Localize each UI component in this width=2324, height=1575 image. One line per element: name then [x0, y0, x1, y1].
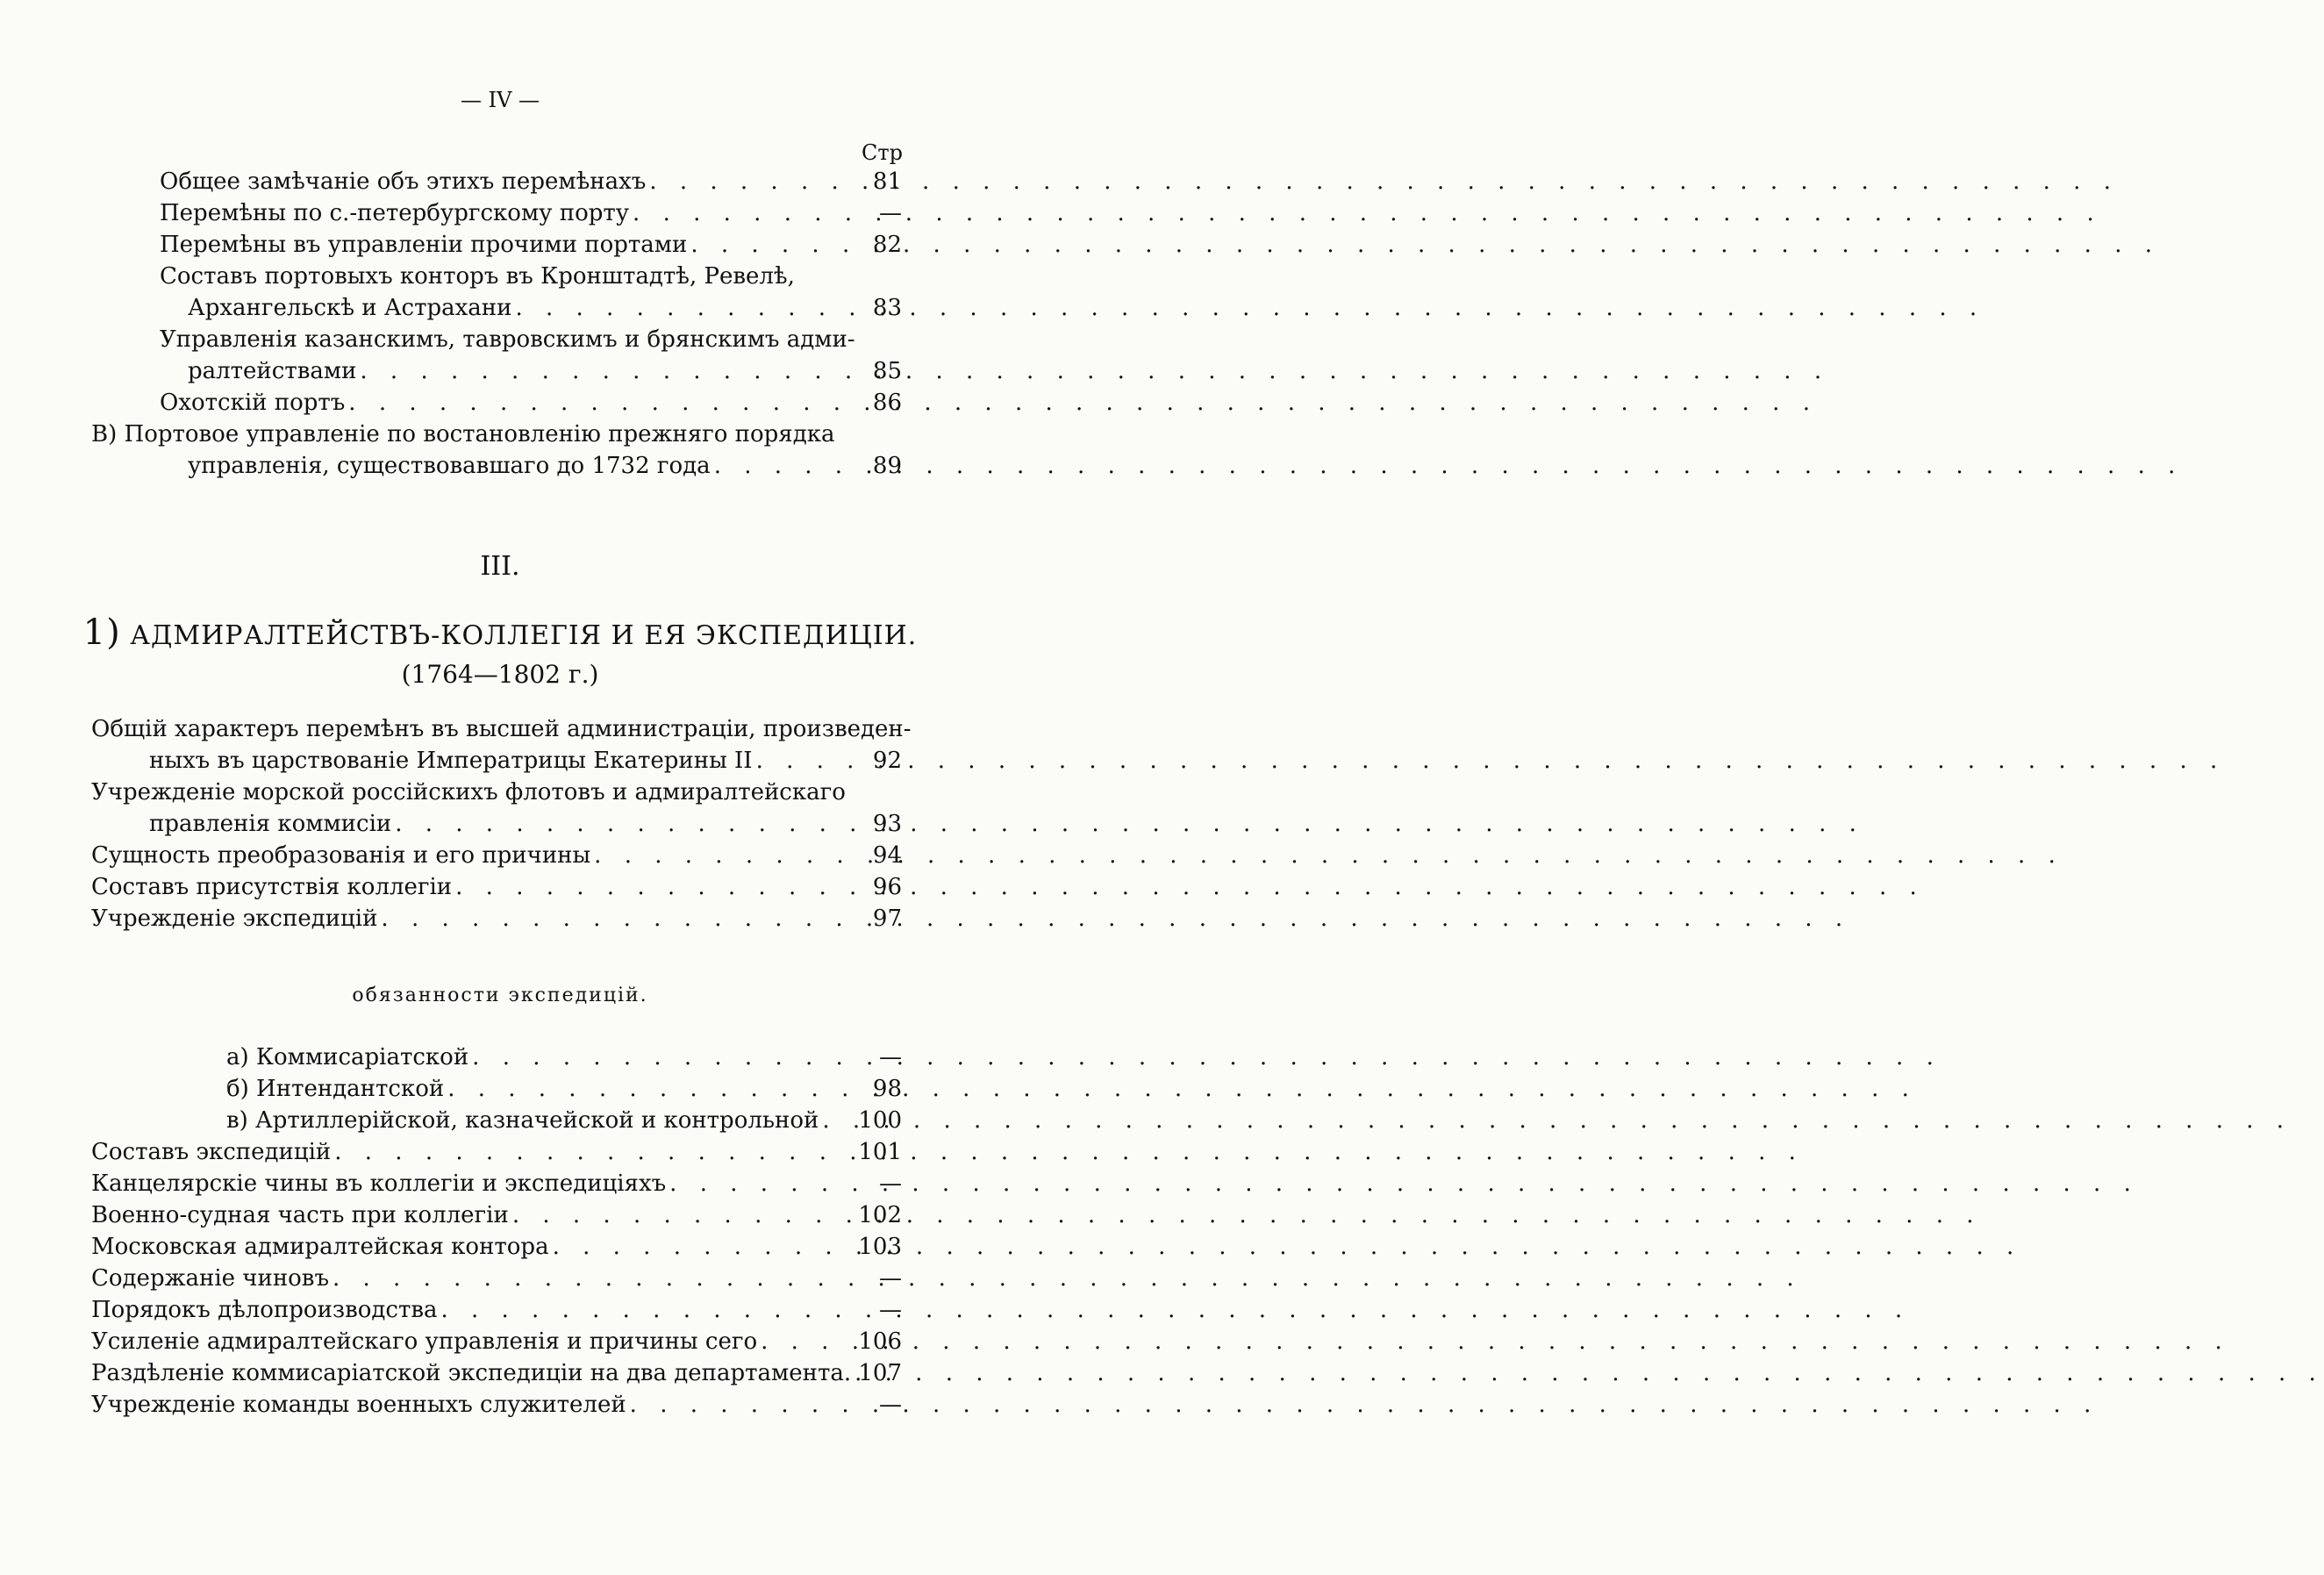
toc-page-number: —	[879, 1171, 902, 1197]
page-number: — IV —	[460, 88, 540, 112]
toc-entry: Военно-судная часть при коллегіи . . .	[91, 1200, 835, 1230]
toc-page-number: 102	[858, 1202, 902, 1228]
toc-entry: а) Коммисаріатской . . .	[226, 1042, 835, 1072]
toc-entry: Учрежденіе экспедицій . . .	[91, 904, 835, 934]
toc-entry: Канцелярскіе чины въ коллегіи и экспедиціяхъ . . .	[91, 1169, 835, 1199]
toc-page-number: 100	[858, 1107, 902, 1134]
toc-entry: Архангельскѣ и Астрахани . . .	[188, 293, 835, 323]
toc-entry: Содержаніе чиновъ . . .	[91, 1264, 835, 1293]
toc-page-number: 89	[872, 453, 902, 479]
toc-page-number: 107	[858, 1360, 902, 1386]
section-years: (1764—1802 г.)	[401, 660, 599, 689]
toc-page-number: 106	[858, 1328, 902, 1355]
toc-entry: Составъ экспедицій . . .	[91, 1137, 835, 1167]
toc-entry: Охотскій портъ . . .	[160, 388, 835, 418]
toc-entry-line: Управленія казанскимъ, тавровскимъ и брянскимъ адми-	[160, 326, 855, 353]
toc-page-number: 82	[872, 232, 902, 258]
toc-entry: Перемѣны по с.-петербургскому порту . . .	[160, 198, 835, 228]
section-title-text: АДМИРАЛТЕЙСТВЪ-КОЛЛЕГІЯ И ЕЯ ЭКСПЕДИЦІИ.	[130, 620, 918, 651]
toc-page-number: —	[879, 1297, 902, 1323]
toc-entry: Московская адмиралтейская контора . . .	[91, 1232, 835, 1262]
toc-entry: ралтействами . . .	[188, 356, 835, 386]
toc-entry-line: Учрежденіе морской россійскихъ флотовъ и адмиралтейскаго	[91, 779, 846, 805]
section-title	[0, 612, 1000, 653]
section-roman-numeral: III.	[480, 551, 520, 582]
page-column-header: Стр	[862, 140, 904, 165]
toc-page-number: —	[879, 1265, 902, 1292]
toc-page-number: 101	[858, 1139, 902, 1165]
toc-entry-line: В) Портовое управленіе по востановленію прежняго порядка	[91, 421, 835, 447]
toc-entry: в) Артиллерійской, казначейской и контрольной . . .	[226, 1106, 835, 1135]
toc-page-number: —	[879, 1044, 902, 1070]
toc-entry: Перемѣны въ управленіи прочими портами . . .	[160, 230, 835, 260]
toc-page-number: 103	[858, 1234, 902, 1260]
toc-entry: правленія коммисіи . . .	[149, 809, 835, 839]
toc-page-number: —	[879, 1392, 902, 1418]
toc-page-number: 86	[872, 390, 902, 416]
toc-page-number: 92	[872, 748, 902, 774]
toc-entry: Сущность преобразованія и его причины . . .	[91, 841, 835, 870]
toc-page-number: 85	[872, 358, 902, 384]
toc-page-number: 97	[872, 906, 902, 932]
toc-page-number: 94	[872, 842, 902, 869]
toc-page-number: —	[879, 200, 902, 226]
toc-entry: Общее замѣчаніе объ этихъ перемѣнахъ . . .	[160, 167, 835, 197]
section-title-number: 1)	[82, 612, 121, 653]
toc-entry: Раздѣленіе коммисаріатской экспедиціи на два департамента. . . .	[91, 1358, 835, 1388]
toc-page-number: 83	[872, 295, 902, 321]
toc-entry: Учрежденіе команды военныхъ служителей . . .	[91, 1390, 835, 1420]
toc-page-number: 96	[872, 874, 902, 900]
subheading: обязанности экспедицій.	[352, 984, 648, 1006]
toc-page-number: 98	[872, 1076, 902, 1102]
toc-entry: Порядокъ дѣлопроизводства . . .	[91, 1295, 835, 1325]
toc-entry: Усиленіе адмиралтейскаго управленія и причины сего . . .	[91, 1327, 835, 1357]
toc-page-number: 81	[872, 168, 902, 195]
toc-entry-line: Составъ портовыхъ конторъ въ Кронштадтѣ, Ревелѣ,	[160, 263, 795, 290]
toc-entry: б) Интендантской . . .	[226, 1074, 835, 1104]
toc-entry-line: Общій характеръ перемѣнъ въ высшей администраціи, произведен-	[91, 716, 912, 742]
toc-entry: управленія, существовавшаго до 1732 года . . .	[188, 451, 835, 481]
toc-page-number: 93	[872, 811, 902, 837]
toc-entry: ныхъ въ царствованіе Императрицы Екатерины II . . .	[149, 746, 835, 776]
toc-entry: Составъ присутствія коллегіи . . .	[91, 872, 835, 902]
